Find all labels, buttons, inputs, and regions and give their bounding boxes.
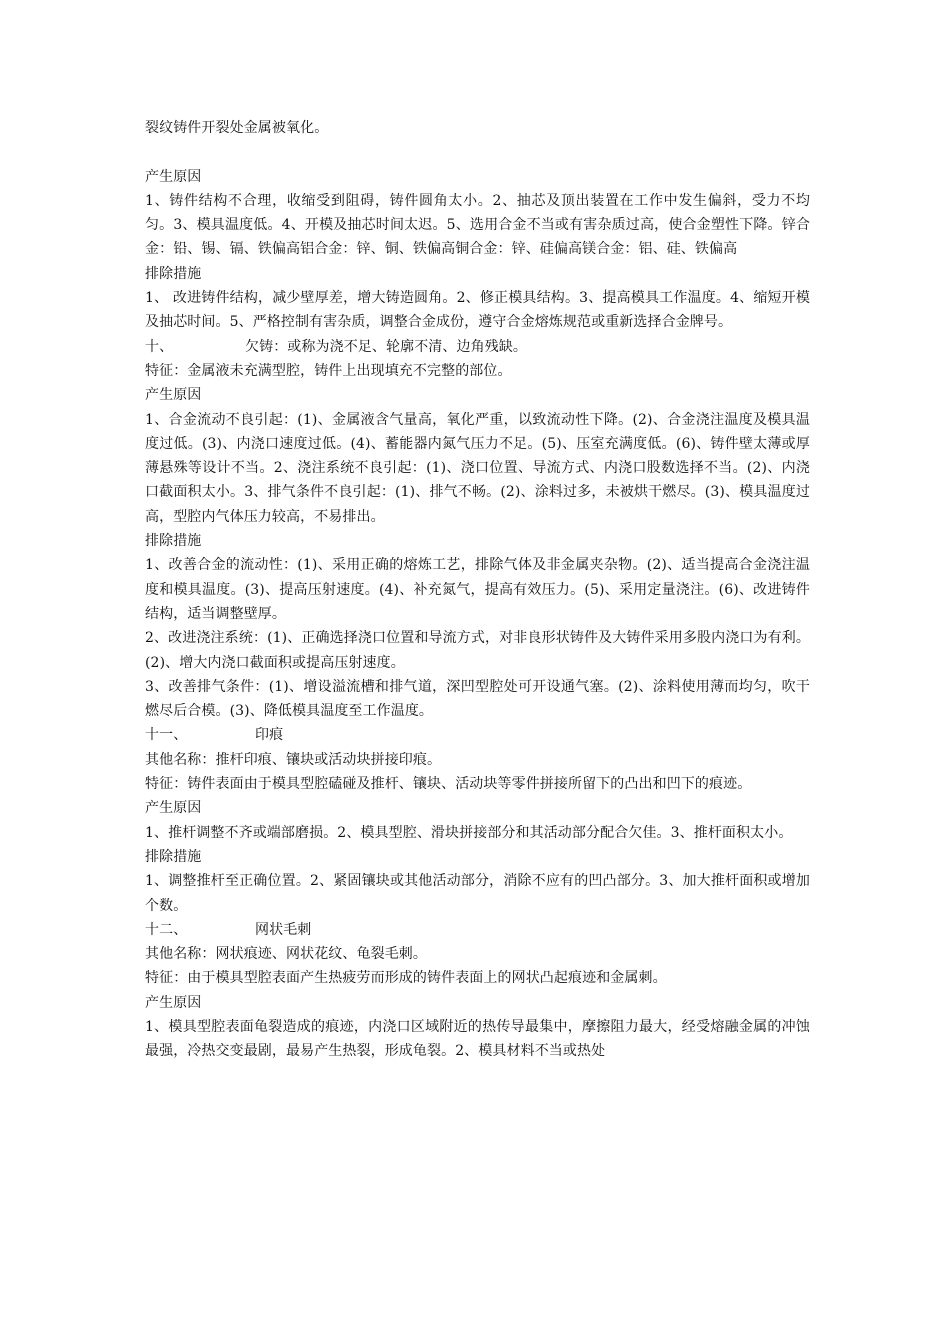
heading-title: 网状毛刺 (255, 921, 312, 938)
heading-section-11 (145, 723, 810, 747)
heading-title: 欠铸：或称为浇不足、轮廓不清、边角残缺。 (245, 338, 527, 355)
section-label-remedies: 排除措施 (145, 265, 202, 282)
paragraph-mark-other-names: 其他名称：推杆印痕、镶块或活动块拼接印痕。 (145, 751, 442, 768)
heading-section-10 (145, 335, 810, 359)
paragraph-misrun-remedy-1: 1、改善合金的流动性：(1)、采用正确的熔炼工艺，排除气体及非金属夹杂物。(2)、适当提高合金浇注温度和模具温度。(3)、提高压射速度。(4)、补充氮气，提高有效压力。(5)、采用定量浇注。(6)、改进铸件结构，适当调整壁厚。 (145, 557, 810, 622)
section-label-causes: 产生原因 (145, 800, 202, 817)
section-label-remedies: 排除措施 (145, 533, 202, 550)
paragraph-misrun-remedy-3: 3、改善排气条件：(1)、增设溢流槽和排气道，深凹型腔处可开设通气塞。(2)、涂料使用薄而均匀，吹干燃尽后合模。(3)、降低模具温度至工作温度。 (145, 678, 810, 720)
paragraph-flash-causes: 1、模具型腔表面龟裂造成的痕迹，内浇口区域附近的热传导最集中，摩擦阻力最大，经受熔融金属的冲蚀最强，冷热交变最剧，最易产生热裂，形成龟裂。2、模具材料不当或热处 (145, 1018, 810, 1060)
section-label-remedies: 排除措施 (145, 848, 202, 865)
heading-section-12 (145, 918, 810, 942)
heading-number: 十、 (145, 338, 174, 355)
blank-line (145, 140, 810, 164)
paragraph-crack-causes: 1、铸件结构不合理，收缩受到阻碍，铸件圆角太小。2、抽芯及顶出装置在工作中发生偏斜，受力不均匀。3、模具温度低。4、开模及抽芯时间太迟。5、选用合金不当或有害杂质过高，使合金塑性下降。锌合金：铅、锡、镉、铁偏高铝合金：锌、铜、铁偏高铜合金：锌、硅偏高镁合金：铝、硅、铁偏高 (145, 192, 810, 258)
heading-number: 十一、 (145, 727, 188, 744)
heading-title: 印痕 (255, 727, 284, 744)
paragraph-flash-feature: 特征：由于模具型腔表面产生热疲劳而形成的铸件表面上的网状凸起痕迹和金属刺。 (145, 970, 667, 987)
paragraph-mark-causes: 1、推杆调整不齐或端部磨损。2、模具型腔、滑块拼接部分和其活动部分配合欠佳。3、推杆面积太小。 (145, 824, 793, 841)
paragraph-mark-remedies: 1、调整推杆至正确位置。2、紧固镶块或其他活动部分，消除不应有的凹凸部分。3、加大推杆面积或增加个数。 (145, 873, 810, 914)
section-label-causes: 产生原因 (145, 387, 202, 404)
section-label-causes: 产生原因 (145, 994, 202, 1011)
paragraph-misrun-feature: 特征：金属液未充满型腔，铸件上出现填充不完整的部位。 (145, 362, 512, 379)
paragraph-flash-other-names: 其他名称：网状痕迹、网状花纹、龟裂毛刺。 (145, 946, 427, 963)
paragraph-mark-feature: 特征：铸件表面由于模具型腔磕碰及推杆、镶块、活动块等零件拼接所留下的凸出和凹下的痕迹。 (145, 776, 752, 793)
paragraph-crack-remedies: 1、 改进铸件结构，减少壁厚差，增大铸造圆角。2、修正模具结构。3、提高模具工作温度。4、缩短开模及抽芯时间。5、严格控制有害杂质，调整合金成份，遵守合金熔炼规范或重新选择合金牌号。 (145, 290, 810, 331)
document-body (145, 116, 810, 1064)
section-label-causes: 产生原因 (145, 168, 202, 185)
paragraph-misrun-remedy-2: 2、改进浇注系统：(1)、正确选择浇口位置和导流方式，对非良形状铸件及大铸件采用多股内浇口为有利。(2)、增大内浇口截面积或提高压射速度。 (145, 630, 810, 671)
paragraph-crack-oxidation: 裂纹铸件开裂处金属被氧化。 (145, 120, 329, 136)
heading-number: 十二、 (145, 921, 188, 938)
paragraph-misrun-causes: 1、合金流动不良引起：(1)、金属液含气量高，氧化严重，以致流动性下降。(2)、合金浇注温度及模具温度过低。(3)、内浇口速度过低。(4)、蓄能器内氮气压力不足。(5)、压室充满度低。(6)、铸件壁太薄或厚薄悬殊等设计不当。2、浇注系统不良引起：(1)、浇口位置、导流方式、内浇口股数选择不当。(2)、内浇口截面积太小。3、排气条件不良引起：(1)、排气不畅。(2)、涂料过多，未被烘干燃尽。(3)、模具温度过高，型腔内气体压力较高，不易排出。 (145, 411, 810, 525)
